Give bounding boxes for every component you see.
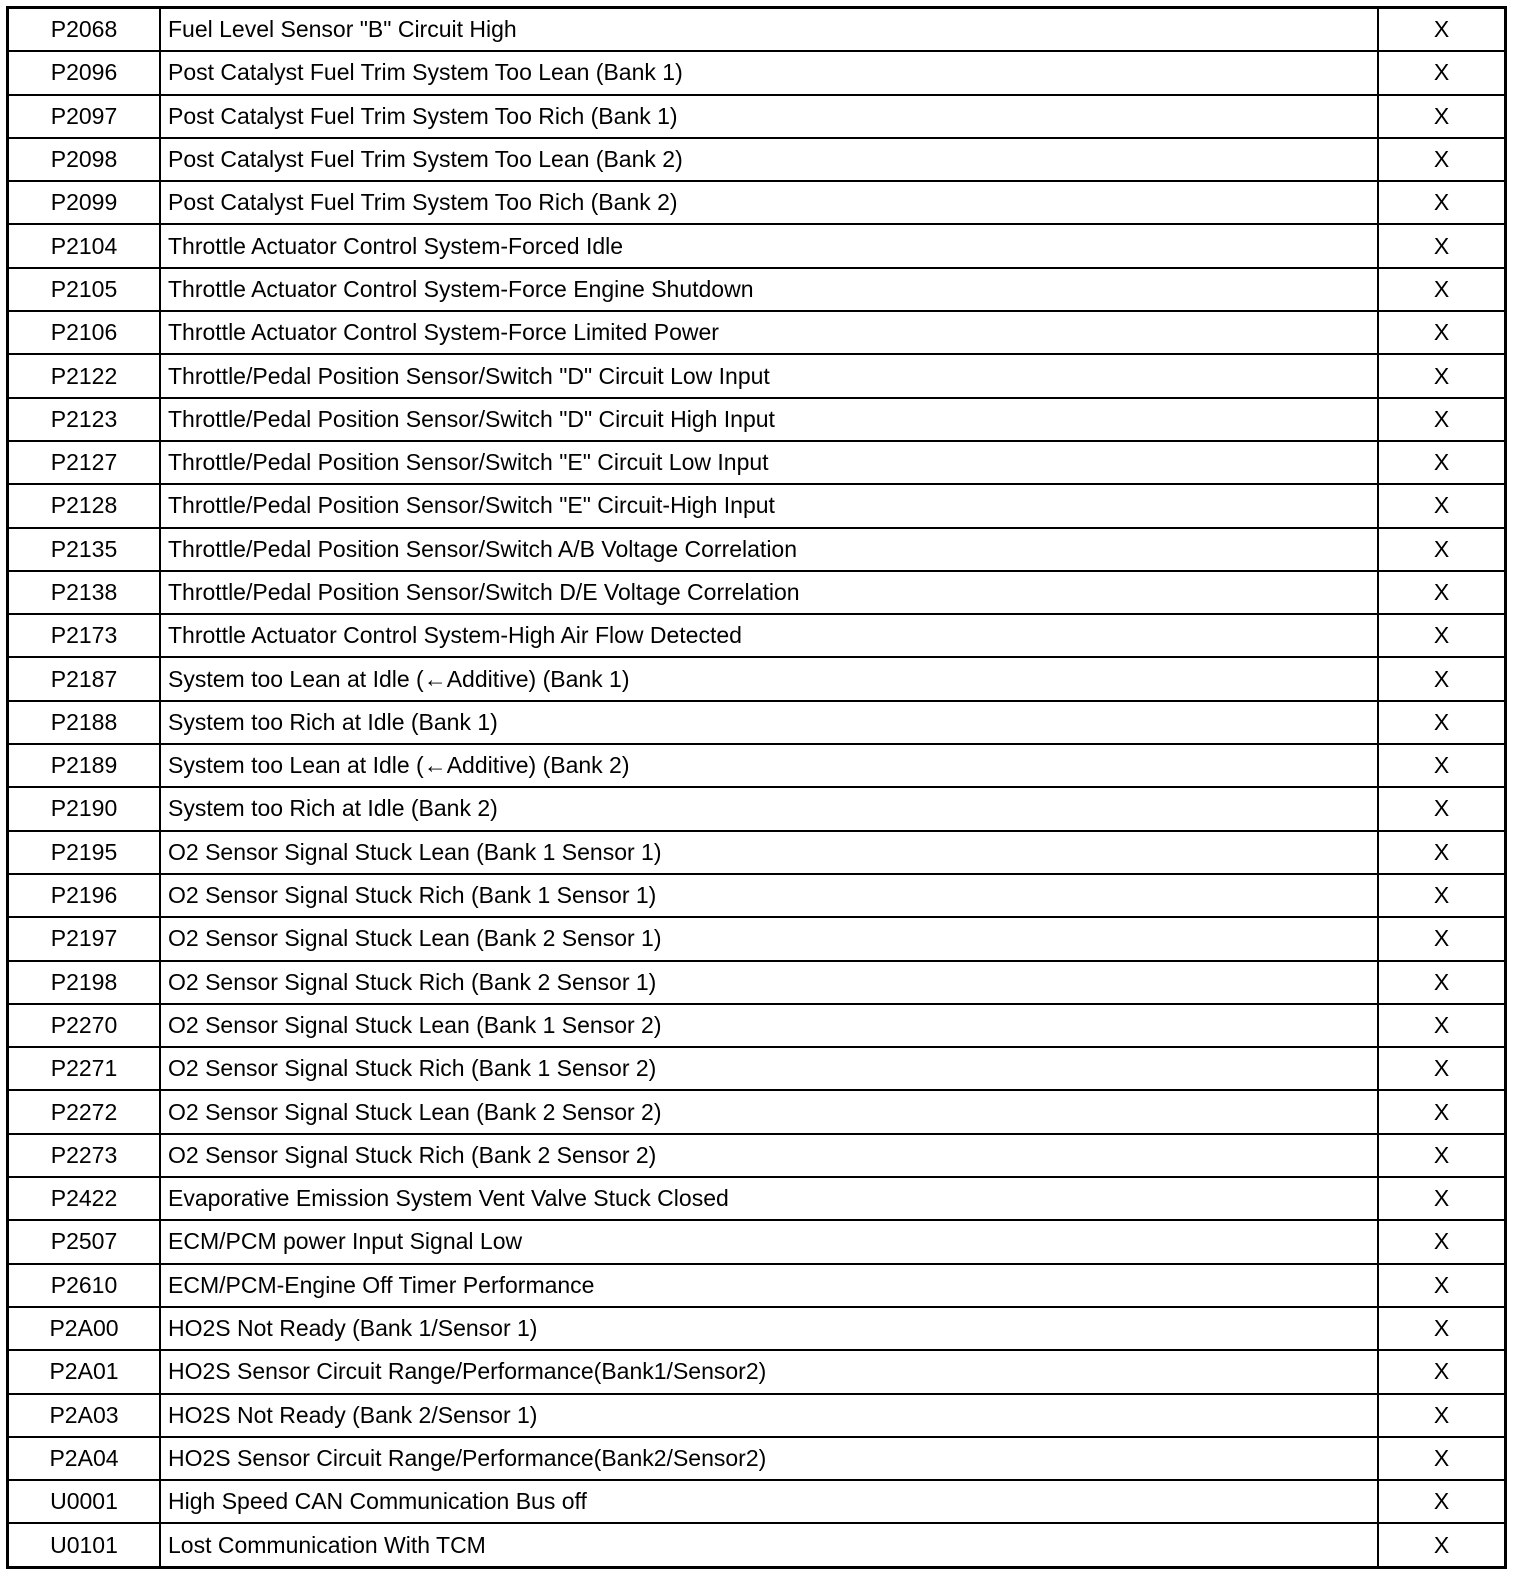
table-row xyxy=(8,1394,1506,1437)
dtc-code: P2188 xyxy=(8,701,161,744)
dtc-description: O2 Sensor Signal Stuck Lean (Bank 1 Sensor 1) xyxy=(160,831,1378,874)
dtc-description: Throttle/Pedal Position Sensor/Switch "E" Circuit Low Input xyxy=(160,441,1378,484)
dtc-mark: X xyxy=(1378,571,1506,614)
dtc-description: System too Rich at Idle (Bank 2) xyxy=(160,787,1378,830)
table-row xyxy=(8,354,1506,397)
dtc-description: Post Catalyst Fuel Trim System Too Rich (Bank 1) xyxy=(160,95,1378,138)
dtc-code: P2196 xyxy=(8,874,161,917)
dtc-mark: X xyxy=(1378,1004,1506,1047)
dtc-description: System too Lean at Idle (←Additive) (Bank 2) xyxy=(160,744,1378,787)
dtc-mark: X xyxy=(1378,1090,1506,1133)
table-row xyxy=(8,1307,1506,1350)
dtc-mark: X xyxy=(1378,1437,1506,1480)
table-row xyxy=(8,95,1506,138)
table-row xyxy=(8,571,1506,614)
dtc-mark: X xyxy=(1433,16,1450,43)
dtc-description: Post Catalyst Fuel Trim System Too Lean (Bank 2) xyxy=(160,138,1378,181)
table-row xyxy=(8,8,1506,52)
dtc-mark: X xyxy=(1378,1350,1506,1393)
dtc-mark: X xyxy=(1378,311,1506,354)
dtc-description: Post Catalyst Fuel Trim System Too Lean (Bank 1) xyxy=(160,51,1378,94)
table-row xyxy=(8,961,1506,1004)
dtc-mark: X xyxy=(1378,787,1506,830)
dtc-description: Fuel Level Sensor "B" Circuit High xyxy=(160,8,1378,52)
dtc-code: P2A04 xyxy=(8,1437,161,1480)
dtc-code: P2123 xyxy=(8,398,161,441)
dtc-code: P2138 xyxy=(8,571,161,614)
dtc-code: P2195 xyxy=(8,831,161,874)
dtc-code: P2507 xyxy=(8,1220,161,1263)
table-row xyxy=(8,1177,1506,1220)
dtc-code: P2105 xyxy=(8,268,161,311)
table-row xyxy=(8,701,1506,744)
dtc-description: O2 Sensor Signal Stuck Lean (Bank 2 Sensor 1) xyxy=(160,917,1378,960)
dtc-code: P2068 xyxy=(8,8,161,52)
dtc-description: O2 Sensor Signal Stuck Rich (Bank 1 Sensor 2) xyxy=(160,1047,1378,1090)
dtc-mark: X xyxy=(1378,1177,1506,1220)
dtc-mark: X xyxy=(1378,1134,1506,1177)
table-row xyxy=(8,614,1506,657)
table-row xyxy=(8,1134,1506,1177)
dtc-description: Throttle Actuator Control System-High Air Flow Detected xyxy=(160,614,1378,657)
dtc-mark: X xyxy=(1378,657,1506,700)
dtc-mark: X xyxy=(1378,398,1506,441)
dtc-mark: X xyxy=(1378,51,1506,94)
dtc-mark: X xyxy=(1378,268,1506,311)
dtc-description: Throttle/Pedal Position Sensor/Switch D/E Voltage Correlation xyxy=(160,571,1378,614)
table-row xyxy=(8,268,1506,311)
dtc-description: ECM/PCM-Engine Off Timer Performance xyxy=(160,1264,1378,1307)
dtc-code: P2A01 xyxy=(8,1350,161,1393)
dtc-mark: X xyxy=(1378,1523,1506,1567)
dtc-code: P2272 xyxy=(8,1090,161,1133)
table-row xyxy=(8,398,1506,441)
dtc-description: Throttle Actuator Control System-Force Engine Shutdown xyxy=(160,268,1378,311)
dtc-mark: X xyxy=(1378,1047,1506,1090)
dtc-mark: X xyxy=(1378,95,1506,138)
table-row xyxy=(8,441,1506,484)
dtc-code: P2173 xyxy=(8,614,161,657)
dtc-code: P2198 xyxy=(8,961,161,1004)
dtc-mark: X xyxy=(1378,961,1506,1004)
dtc-code: P2A00 xyxy=(8,1307,161,1350)
dtc-code: P2190 xyxy=(8,787,161,830)
table-row xyxy=(8,1523,1506,1567)
dtc-code: P2187 xyxy=(8,657,161,700)
dtc-description: Throttle Actuator Control System-Forced Idle xyxy=(160,224,1378,267)
dtc-code: U0101 xyxy=(8,1523,161,1567)
table-row xyxy=(8,1004,1506,1047)
dtc-mark: X xyxy=(1378,354,1506,397)
dtc-code: P2189 xyxy=(8,744,161,787)
dtc-code: P2610 xyxy=(8,1264,161,1307)
dtc-mark: X xyxy=(1378,1307,1506,1350)
dtc-description: HO2S Not Ready (Bank 1/Sensor 1) xyxy=(160,1307,1378,1350)
dtc-description: HO2S Sensor Circuit Range/Performance(Bank1/Sensor2) xyxy=(160,1350,1378,1393)
dtc-mark: X xyxy=(1378,181,1506,224)
dtc-mark: X xyxy=(1378,744,1506,787)
dtc-table-body xyxy=(8,8,1506,1568)
dtc-description: HO2S Sensor Circuit Range/Performance(Bank2/Sensor2) xyxy=(160,1437,1378,1480)
dtc-code: P2096 xyxy=(8,51,161,94)
dtc-mark: X xyxy=(1378,528,1506,571)
dtc-description: O2 Sensor Signal Stuck Rich (Bank 1 Sensor 1) xyxy=(160,874,1378,917)
dtc-code: U0001 xyxy=(8,1480,161,1523)
dtc-mark: X xyxy=(1378,224,1506,267)
table-row xyxy=(8,181,1506,224)
table-row xyxy=(8,1047,1506,1090)
dtc-description: High Speed CAN Communication Bus off xyxy=(160,1480,1378,1523)
dtc-mark: X xyxy=(1378,484,1506,527)
dtc-description: ECM/PCM power Input Signal Low xyxy=(160,1220,1378,1263)
dtc-description: System too Rich at Idle (Bank 1) xyxy=(160,701,1378,744)
dtc-description: O2 Sensor Signal Stuck Lean (Bank 1 Sensor 2) xyxy=(160,1004,1378,1047)
table-row xyxy=(8,831,1506,874)
dtc-description: O2 Sensor Signal Stuck Rich (Bank 2 Sensor 2) xyxy=(160,1134,1378,1177)
dtc-description: Evaporative Emission System Vent Valve Stuck Closed xyxy=(160,1177,1378,1220)
dtc-mark: X xyxy=(1378,138,1506,181)
dtc-description: HO2S Not Ready (Bank 2/Sensor 1) xyxy=(160,1394,1378,1437)
dtc-description: Throttle/Pedal Position Sensor/Switch "D" Circuit High Input xyxy=(160,398,1378,441)
dtc-mark: X xyxy=(1378,874,1506,917)
dtc-description: Throttle/Pedal Position Sensor/Switch "D" Circuit Low Input xyxy=(160,354,1378,397)
dtc-code: P2127 xyxy=(8,441,161,484)
table-row xyxy=(8,1220,1506,1263)
table-row xyxy=(8,1437,1506,1480)
dtc-code: P2270 xyxy=(8,1004,161,1047)
table-row xyxy=(8,1480,1506,1523)
dtc-description: O2 Sensor Signal Stuck Rich (Bank 2 Sensor 1) xyxy=(160,961,1378,1004)
table-row xyxy=(8,51,1506,94)
dtc-table xyxy=(6,6,1507,1569)
table-row xyxy=(8,657,1506,700)
dtc-code: P2273 xyxy=(8,1134,161,1177)
dtc-description: Throttle/Pedal Position Sensor/Switch "E" Circuit-High Input xyxy=(160,484,1378,527)
table-row xyxy=(8,874,1506,917)
dtc-description: O2 Sensor Signal Stuck Lean (Bank 2 Sensor 2) xyxy=(160,1090,1378,1133)
table-row xyxy=(8,224,1506,267)
dtc-mark: X xyxy=(1378,614,1506,657)
dtc-description: Throttle Actuator Control System-Force Limited Power xyxy=(160,311,1378,354)
table-row xyxy=(8,138,1506,181)
table-row xyxy=(8,917,1506,960)
dtc-mark: X xyxy=(1378,917,1506,960)
dtc-description: System too Lean at Idle (←Additive) (Bank 1) xyxy=(160,657,1378,700)
dtc-description: Lost Communication With TCM xyxy=(160,1523,1378,1567)
dtc-mark: X xyxy=(1378,701,1506,744)
dtc-code: P2099 xyxy=(8,181,161,224)
dtc-mark: X xyxy=(1378,1394,1506,1437)
dtc-code: P2422 xyxy=(8,1177,161,1220)
table-row xyxy=(8,311,1506,354)
table-row xyxy=(8,528,1506,571)
dtc-code: P2135 xyxy=(8,528,161,571)
dtc-code: P2A03 xyxy=(8,1394,161,1437)
table-row xyxy=(8,1264,1506,1307)
dtc-mark: X xyxy=(1378,441,1506,484)
dtc-mark: X xyxy=(1378,1480,1506,1523)
dtc-mark: X xyxy=(1378,1264,1506,1307)
table-row xyxy=(8,1090,1506,1133)
dtc-code: P2122 xyxy=(8,354,161,397)
dtc-code: P2097 xyxy=(8,95,161,138)
dtc-mark: X xyxy=(1378,831,1506,874)
dtc-code: P2128 xyxy=(8,484,161,527)
dtc-code: P2197 xyxy=(8,917,161,960)
table-row xyxy=(8,1350,1506,1393)
dtc-code: P2271 xyxy=(8,1047,161,1090)
table-row xyxy=(8,787,1506,830)
dtc-code: P2104 xyxy=(8,224,161,267)
table-row xyxy=(8,484,1506,527)
dtc-mark: X xyxy=(1378,1220,1506,1263)
dtc-code: P2098 xyxy=(8,138,161,181)
dtc-description: Throttle/Pedal Position Sensor/Switch A/B Voltage Correlation xyxy=(160,528,1378,571)
table-row xyxy=(8,744,1506,787)
dtc-description: Post Catalyst Fuel Trim System Too Rich (Bank 2) xyxy=(160,181,1378,224)
dtc-code: P2106 xyxy=(8,311,161,354)
